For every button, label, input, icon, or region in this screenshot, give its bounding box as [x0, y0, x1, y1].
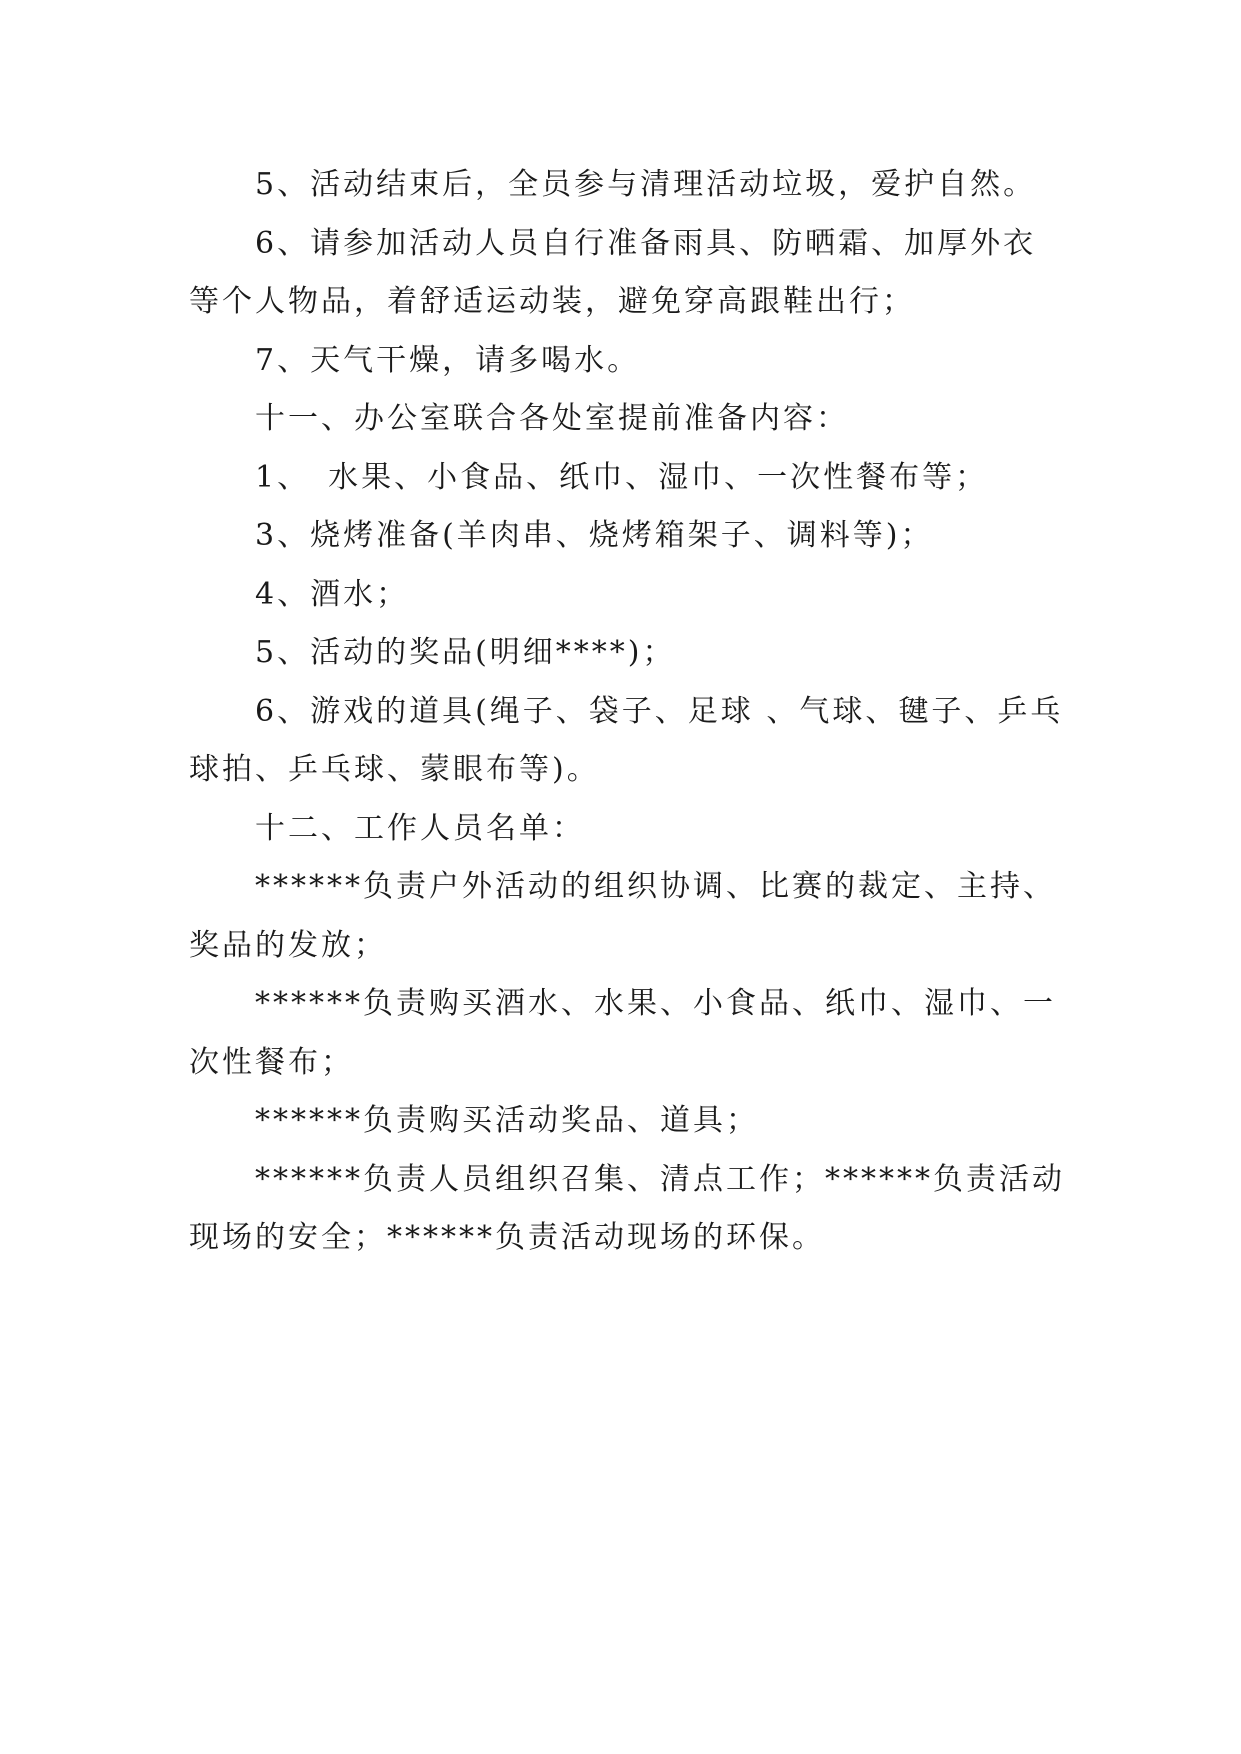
- paragraph-cleanup: 5、活动结束后，全员参与清理活动垃圾，爱护自然。: [255, 167, 1037, 202]
- paragraph-staff-prizes: ******负责购买活动奖品、道具；: [255, 1103, 759, 1138]
- section-heading-preparation: 十一、办公室联合各处室提前准备内容：: [255, 401, 849, 436]
- paragraph-prizes: 5、活动的奖品(明细****)；: [255, 635, 676, 670]
- paragraph-drink-water: 7、天气干燥，请多喝水。: [255, 342, 641, 378]
- paragraph-staff-safety: ******负责人员组织召集、清点工作；******负责活动现场的安全；******负责活动现场的环保。: [189, 1161, 1065, 1255]
- paragraph-fruit-snacks: 1、 水果、小食品、纸巾、湿巾、一次性餐布等；: [255, 459, 989, 495]
- paragraph-personal-items: 6、请参加活动人员自行准备雨具、防晒霜、加厚外衣等个人物品，着舒适运动装，避免穿高跟鞋出行；: [189, 225, 1037, 319]
- paragraph-staff-purchasing: ******负责购买酒水、水果、小食品、纸巾、湿巾、一次性餐布；: [189, 986, 1056, 1080]
- paragraph-drinks: 4、酒水；: [255, 576, 410, 612]
- section-heading-staff: 十二、工作人员名单：: [255, 810, 585, 846]
- paragraph-game-props: 6、游戏的道具(绳子、袋子、足球 、气球、毽子、乒乓球拍、乒乓球、蒙眼布等)。: [189, 693, 1064, 787]
- paragraph-staff-organizer: ******负责户外活动的组织协调、比赛的裁定、主持、奖品的发放；: [189, 869, 1056, 963]
- document-body: [189, 156, 1069, 1268]
- paragraph-barbecue: 3、烧烤准备(羊肉串、烧烤箱架子、调料等)；: [255, 518, 934, 553]
